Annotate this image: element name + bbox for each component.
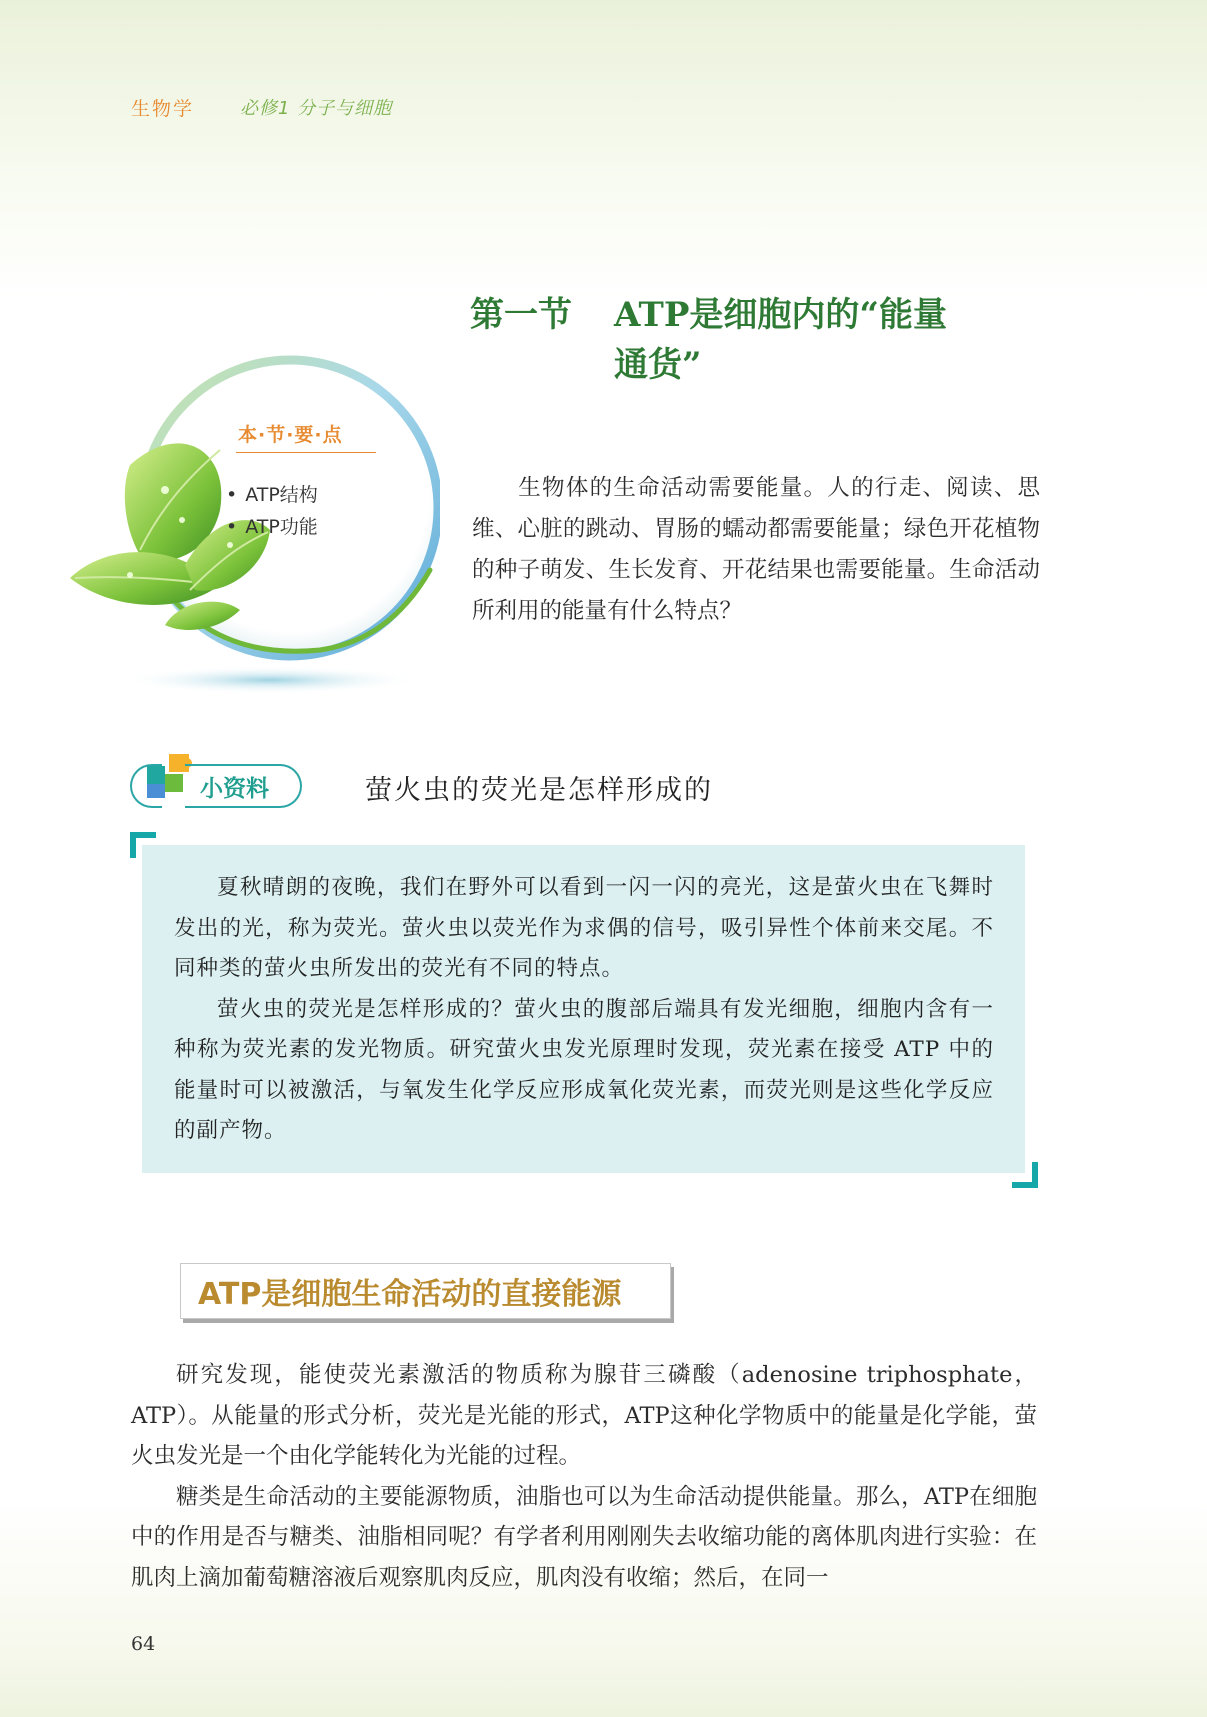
body-text: [131, 1355, 1037, 1598]
info-paragraph: 萤火虫的荧光是怎样形成的？萤火虫的腹部后端具有发光细胞，细胞内含有一种称为荧光素的发光物质。研究萤火虫发光原理时发现，荧光素在接受 ATP 中的能量时可以被激活，与氧发生化学反应形成氧化荧光素，而荧光则是这些化学反应的副产物。: [174, 996, 994, 1143]
key-points-title: 本·节·要·点: [238, 424, 343, 446]
key-point-item: • ATP结构: [226, 484, 318, 506]
small-data-label: 小资料: [200, 776, 269, 802]
body-paragraph: 糖类是生命活动的主要能源物质，油脂也可以为生命活动提供能量。那么，ATP在细胞中的作用是否与糖类、油脂相同呢？有学者利用刚刚失去收缩功能的离体肌肉进行实验：在肌肉上滴加葡萄糖溶液后观察肌肉反应，肌肉没有收缩；然后，在同一: [131, 1483, 1037, 1591]
info-box-corner-top-left: [130, 832, 156, 858]
info-box-text: [174, 868, 994, 1152]
key-point-item: • ATP功能: [226, 516, 318, 538]
header-subject: 生物学: [131, 98, 195, 120]
info-box-heading: 萤火虫的荧光是怎样形成的: [365, 775, 713, 806]
section-number: 第一节: [470, 295, 572, 335]
section-title-line1: ATP是细胞内的“能量: [614, 295, 947, 335]
info-box-corner-bottom-right: [1012, 1162, 1038, 1188]
bullet-icon: •: [226, 516, 238, 538]
key-points-underline: [236, 452, 376, 453]
section-title: [470, 290, 1030, 390]
page-number: 64: [131, 1633, 156, 1655]
header-book-title: 必修1 分子与细胞: [240, 98, 393, 119]
bullet-icon: •: [226, 484, 238, 506]
section-title-line2: 通货”: [614, 345, 702, 385]
intro-paragraph: 生物体的生命活动需要能量。人的行走、阅读、思维、心脏的跳动、胃肠的蠕动都需要能量；绿色开花植物的种子萌发、生长发育、开花结果也需要能量。生命活动所利用的能量有什么特点？: [472, 475, 1040, 624]
info-paragraph: 夏秋晴朗的夜晚，我们在野外可以看到一闪一闪的亮光，这是萤火虫在飞舞时发出的光，称为荧光。萤火虫以荧光作为求偶的信号，吸引异性个体前来交尾。不同种类的萤火虫所发出的荧光有不同的特点。: [174, 875, 994, 981]
subsection-heading: ATP是细胞生命活动的直接能源: [198, 1277, 622, 1312]
body-paragraph: 研究发现，能使荧光素激活的物质称为腺苷三磷酸（adenosine triphosphate，ATP）。从能量的形式分析，荧光是光能的形式，ATP这种化学物质中的能量是化学能，萤火虫发光是一个由化学能转化为光能的过程。: [131, 1362, 1037, 1469]
badge-left-arc: [130, 764, 162, 808]
